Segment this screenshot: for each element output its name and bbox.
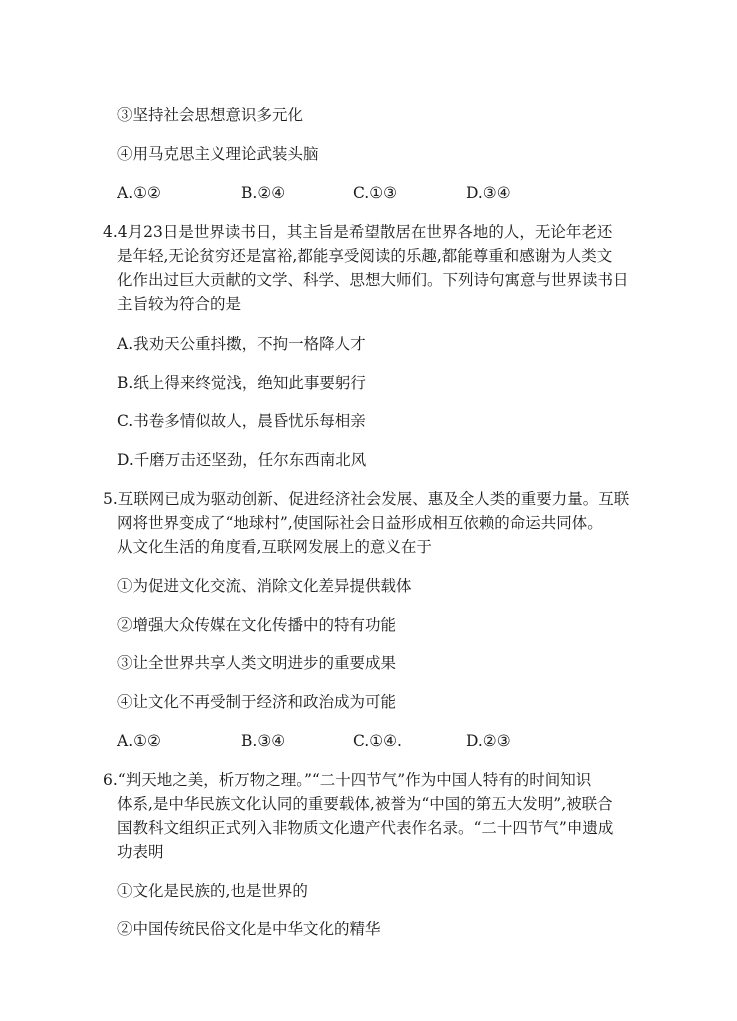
q5-stem-line: 网将世界变成了“地球村”,使国际社会日益形成相互依赖的命运共同体。 [117, 514, 603, 532]
q5-option-a[interactable]: A.①② [117, 732, 161, 750]
q3-option-a[interactable]: A.①② [117, 184, 161, 202]
q5-item-2: ②增强大众传媒在文化传播中的特有功能 [117, 616, 397, 634]
q6-stem-line: 功表明 [117, 843, 164, 861]
q5-item-1: ①为促进文化交流、消除文化差异提供载体 [117, 577, 412, 595]
q4-option-c[interactable]: C.书卷多情似故人，晨昏忧乐每相亲 [117, 412, 366, 430]
q4-stem-line: 化作出过巨大贡献的文学、科学、思想大师们。下列诗句寓意与世界读书日 [117, 271, 629, 289]
q4-option-b[interactable]: B.纸上得来终觉浅，绝知此事要躬行 [117, 374, 366, 392]
q5-stem-line: 5.互联网已成为驱动创新、促进经济社会发展、惠及全人类的重要力量。互联 [103, 490, 630, 508]
q4-option-a[interactable]: A.我劝天公重抖擞，不拘一格降人才 [117, 335, 366, 353]
q5-item-3: ③让全世界共享人类文明进步的重要成果 [117, 654, 397, 672]
q6-item-1: ①文化是民族的,也是世界的 [117, 882, 308, 900]
q5-option-b[interactable]: B.③④ [241, 732, 286, 750]
q3-item-4: ④用马克思主义理论武装头脑 [117, 145, 319, 163]
q6-stem-line: 6.“判天地之美，析万物之理。”“二十四节气”作为中国人特有的时间知识 [103, 771, 592, 789]
q4-stem-line: 4.4月23日是世界读书日，其主旨是希望散居在世界各地的人，无论年老还 [103, 223, 613, 241]
q5-option-c[interactable]: C.①④. [353, 732, 402, 750]
q3-item-3: ③坚持社会思想意识多元化 [117, 106, 304, 124]
q3-option-d[interactable]: D.③④ [466, 184, 511, 202]
q3-option-c[interactable]: C.①③ [353, 184, 398, 202]
q4-option-d[interactable]: D.千磨万击还坚劲，任尔东西南北风 [117, 451, 367, 469]
q4-stem-line: 是年轻,无论贫穷还是富裕,都能享受阅读的乐趣,都能尊重和感谢为人类文 [117, 247, 613, 265]
q6-item-2: ②中国传统民俗文化是中华文化的精华 [117, 920, 381, 938]
q6-stem-line: 体系,是中华民族文化认同的重要载体,被誉为“中国的第五大发明”,被联合 [117, 795, 613, 813]
q5-item-4: ④让文化不再受制于经济和政治成为可能 [117, 693, 397, 711]
q3-option-b[interactable]: B.②④ [241, 184, 286, 202]
q4-stem-line: 主旨较为符合的是 [117, 295, 242, 313]
q5-option-d[interactable]: D.②③ [466, 732, 511, 750]
q5-stem-line: 从文化生活的角度看,互联网发展上的意义在于 [117, 538, 432, 556]
q6-stem-line: 国教科文组织正式列入非物质文化遗产代表作名录。“二十四节气”申遗成 [117, 819, 614, 837]
